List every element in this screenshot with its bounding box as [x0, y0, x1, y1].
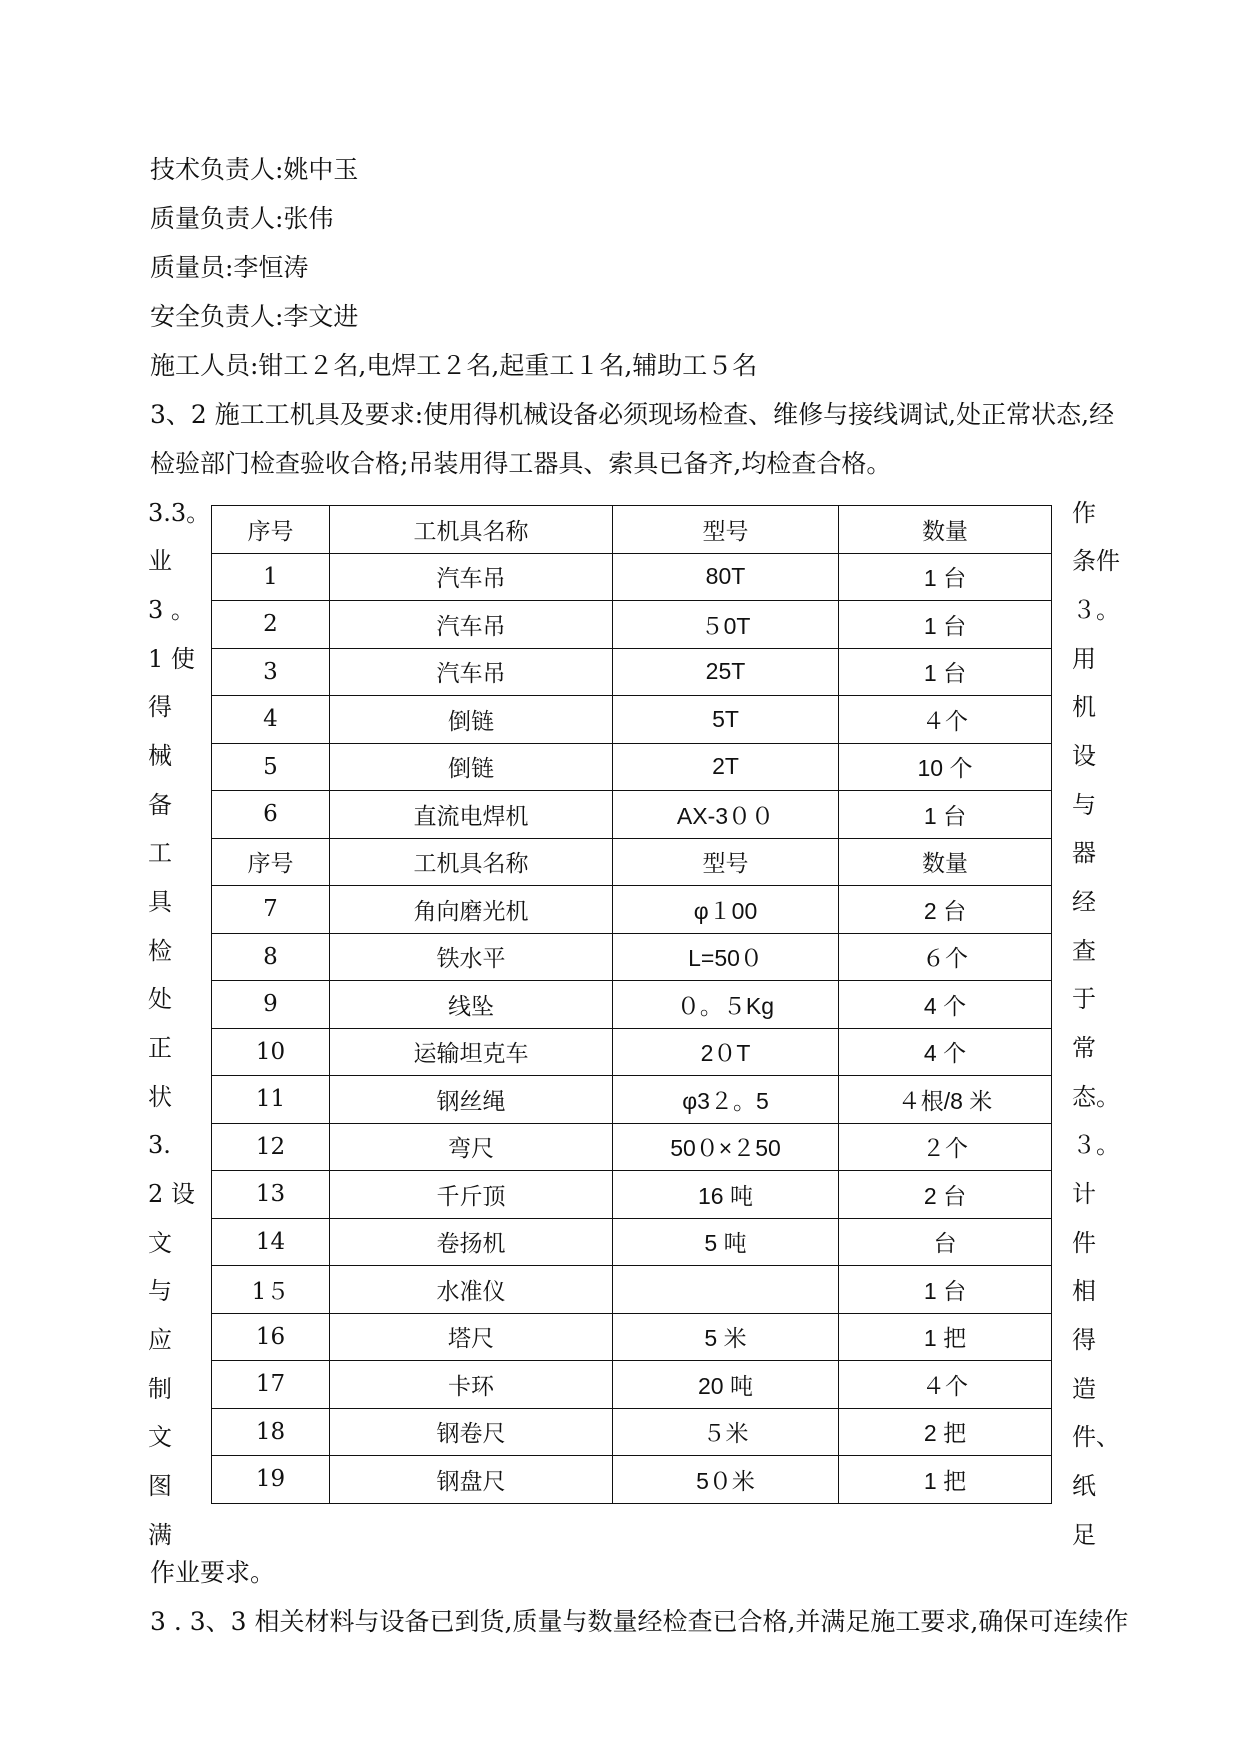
cell-no: 7 [212, 886, 330, 934]
cell-no: 5 [212, 743, 330, 791]
cell-model: 5０米 [613, 1456, 839, 1504]
table-row [212, 1171, 1052, 1219]
right-text-fragment: 件 [1072, 1229, 1096, 1257]
right-text-fragment: 态。 [1072, 1083, 1120, 1111]
cell-model: φ１00 [613, 886, 839, 934]
right-text-column [1072, 498, 1124, 1558]
cell-no: 16 [212, 1313, 330, 1361]
left-text-fragment: 2 设 [148, 1180, 195, 1208]
cell-model [613, 1266, 839, 1314]
right-text-fragment: 足 [1072, 1521, 1096, 1549]
cell-no: 8 [212, 933, 330, 981]
right-text-fragment: 得 [1072, 1326, 1096, 1354]
left-text-fragment: 工 [148, 839, 172, 867]
cell-no: 11 [212, 1076, 330, 1124]
right-text-fragment: 常 [1072, 1034, 1096, 1062]
cell-model: ５米 [613, 1408, 839, 1456]
cell-model: 50０×２50 [613, 1123, 839, 1171]
right-text-fragment: 与 [1072, 791, 1096, 819]
cell-name: 运输坦克车 [330, 1028, 613, 1076]
line-materials: 3 . 3、3 相关材料与设备已到货,质量与数量经检查已合格,并满足施工要求,确保可连续作 [150, 1607, 1129, 1636]
cell-qty: ２个 [839, 1123, 1052, 1171]
left-text-fragment: 具 [148, 888, 172, 916]
cell-model: 5T [613, 696, 839, 744]
cell-model: 16 吨 [613, 1171, 839, 1219]
equipment-table [211, 505, 1052, 1504]
cell-no: 18 [212, 1408, 330, 1456]
cell-qty: ６个 [839, 933, 1052, 981]
table-row [212, 1456, 1052, 1504]
table-row [212, 601, 1052, 649]
cell-name: 汽车吊 [330, 648, 613, 696]
cell-no: 12 [212, 1123, 330, 1171]
right-text-fragment: 相 [1072, 1277, 1096, 1305]
cell-name: 千斤顶 [330, 1171, 613, 1219]
line-tools-requirement: 3、2 施工工机具及要求:使用得机械设备必须现场检查、维修与接线调试,处正常状态,经 [150, 400, 1115, 429]
right-text-fragment: 经 [1072, 888, 1096, 916]
cell-model: L=50０ [613, 933, 839, 981]
header-qty: 数量 [839, 838, 1052, 886]
right-text-fragment: 于 [1072, 985, 1096, 1013]
table-row [212, 886, 1052, 934]
header-no: 序号 [212, 838, 330, 886]
right-text-fragment: 造 [1072, 1375, 1096, 1403]
table-row [212, 1218, 1052, 1266]
table-row [212, 981, 1052, 1029]
left-text-column [148, 498, 211, 1558]
left-text-fragment: 械 [148, 742, 172, 770]
cell-name: 倒链 [330, 743, 613, 791]
right-text-fragment: 作 [1072, 499, 1096, 527]
left-text-fragment: 与 [148, 1277, 172, 1305]
left-text-fragment: 图 [148, 1472, 172, 1500]
cell-name: 线坠 [330, 981, 613, 1029]
cell-name: 倒链 [330, 696, 613, 744]
right-text-fragment: 设 [1072, 742, 1096, 770]
cell-name: 直流电焊机 [330, 791, 613, 839]
right-text-fragment: 条件 [1072, 547, 1120, 575]
line-tech-lead: 技术负责人:姚中玉 [150, 155, 359, 184]
left-text-fragment: 应 [148, 1326, 172, 1354]
cell-name: 角向磨光机 [330, 886, 613, 934]
table-row [212, 1123, 1052, 1171]
cell-no: 6 [212, 791, 330, 839]
cell-qty: 1 台 [839, 1266, 1052, 1314]
table-row [212, 743, 1052, 791]
cell-model: ０。５Kg [613, 981, 839, 1029]
left-text-fragment: 3 。 [148, 596, 195, 624]
cell-no: 1５ [212, 1266, 330, 1314]
cell-qty: 2 把 [839, 1408, 1052, 1456]
cell-no: 9 [212, 981, 330, 1029]
cell-qty: ４根/8 米 [839, 1076, 1052, 1124]
cell-no: 14 [212, 1218, 330, 1266]
header-name: 工机具名称 [330, 838, 613, 886]
cell-name: 铁水平 [330, 933, 613, 981]
left-text-fragment: 备 [148, 791, 172, 819]
cell-no: 2 [212, 601, 330, 649]
cell-model: ５0T [613, 601, 839, 649]
cell-qty: 1 台 [839, 648, 1052, 696]
cell-qty: 台 [839, 1218, 1052, 1266]
cell-name: 弯尺 [330, 1123, 613, 1171]
left-text-fragment: 状 [148, 1083, 172, 1111]
cell-qty: 10 个 [839, 743, 1052, 791]
cell-name: 卷扬机 [330, 1218, 613, 1266]
table-row [212, 553, 1052, 601]
cell-no: 13 [212, 1171, 330, 1219]
line-tools-requirement-cont: 检验部门检查验收合格;吊装用得工器具、索具已备齐,均检查合格。 [150, 449, 892, 478]
cell-qty: 1 台 [839, 791, 1052, 839]
cell-model: 80T [613, 553, 839, 601]
cell-no: 10 [212, 1028, 330, 1076]
cell-name: 水准仪 [330, 1266, 613, 1314]
cell-qty: 1 台 [839, 553, 1052, 601]
left-text-fragment: 1 使 [148, 645, 195, 673]
cell-name: 汽车吊 [330, 601, 613, 649]
right-text-fragment: ３。 [1072, 1131, 1120, 1159]
cell-name: 钢丝绳 [330, 1076, 613, 1124]
line-quality-officer: 质量员:李恒涛 [150, 253, 309, 282]
cell-model: 5 米 [613, 1313, 839, 1361]
cell-name: 钢卷尺 [330, 1408, 613, 1456]
right-text-fragment: 用 [1072, 645, 1096, 673]
cell-no: 17 [212, 1361, 330, 1409]
left-text-fragment: 3.3。 [148, 499, 211, 527]
table-row [212, 648, 1052, 696]
cell-name: 卡环 [330, 1361, 613, 1409]
cell-qty: 1 台 [839, 601, 1052, 649]
left-text-fragment: 正 [148, 1034, 172, 1062]
table-row [212, 1076, 1052, 1124]
table-header-row [212, 838, 1052, 886]
header-name: 工机具名称 [330, 506, 613, 554]
cell-qty: 2 台 [839, 1171, 1052, 1219]
cell-model: 20 吨 [613, 1361, 839, 1409]
cell-no: 1 [212, 553, 330, 601]
cell-name: 塔尺 [330, 1313, 613, 1361]
line-quality-lead: 质量负责人:张伟 [150, 204, 334, 233]
cell-model: 2T [613, 743, 839, 791]
cell-name: 汽车吊 [330, 553, 613, 601]
cell-no: 19 [212, 1456, 330, 1504]
right-text-fragment: 器 [1072, 839, 1096, 867]
table-header-row [212, 506, 1052, 554]
table-row [212, 791, 1052, 839]
line-safety-lead: 安全负责人:李文进 [150, 302, 359, 331]
right-text-fragment: ３。 [1072, 596, 1120, 624]
left-text-fragment: 文 [148, 1229, 172, 1257]
table-row [212, 1266, 1052, 1314]
cell-model: AX-3００ [613, 791, 839, 839]
table-row [212, 1028, 1052, 1076]
cell-qty: 4 个 [839, 981, 1052, 1029]
cell-qty: ４个 [839, 1361, 1052, 1409]
table-row [212, 1313, 1052, 1361]
table-row [212, 696, 1052, 744]
left-text-fragment: 制 [148, 1375, 172, 1403]
left-text-fragment: 满 [148, 1521, 172, 1549]
table-row [212, 1361, 1052, 1409]
left-text-fragment: 3. [148, 1131, 171, 1159]
cell-qty: 1 把 [839, 1456, 1052, 1504]
header-no: 序号 [212, 506, 330, 554]
line-workers: 施工人员:钳工２名,电焊工２名,起重工１名,辅助工５名 [150, 351, 758, 380]
right-text-fragment: 机 [1072, 693, 1096, 721]
cell-no: 3 [212, 648, 330, 696]
cell-model: 5 吨 [613, 1218, 839, 1266]
line-job-requirement: 作业要求。 [150, 1558, 276, 1587]
left-text-fragment: 得 [148, 693, 172, 721]
table-row [212, 933, 1052, 981]
cell-qty: ４个 [839, 696, 1052, 744]
table-row [212, 1408, 1052, 1456]
right-text-fragment: 计 [1072, 1180, 1096, 1208]
header-model: 型号 [613, 838, 839, 886]
cell-qty: 1 把 [839, 1313, 1052, 1361]
cell-qty: 2 台 [839, 886, 1052, 934]
right-text-fragment: 纸 [1072, 1472, 1096, 1500]
cell-model: 2０T [613, 1028, 839, 1076]
cell-model: 25T [613, 648, 839, 696]
right-text-fragment: 件、 [1072, 1423, 1120, 1451]
cell-name: 钢盘尺 [330, 1456, 613, 1504]
left-text-fragment: 检 [148, 937, 172, 965]
left-text-fragment: 业 [148, 547, 172, 575]
cell-no: 4 [212, 696, 330, 744]
header-qty: 数量 [839, 506, 1052, 554]
header-model: 型号 [613, 506, 839, 554]
left-text-fragment: 文 [148, 1423, 172, 1451]
left-text-fragment: 处 [148, 985, 172, 1013]
cell-qty: 4 个 [839, 1028, 1052, 1076]
cell-model: φ3２。5 [613, 1076, 839, 1124]
right-text-fragment: 查 [1072, 937, 1096, 965]
